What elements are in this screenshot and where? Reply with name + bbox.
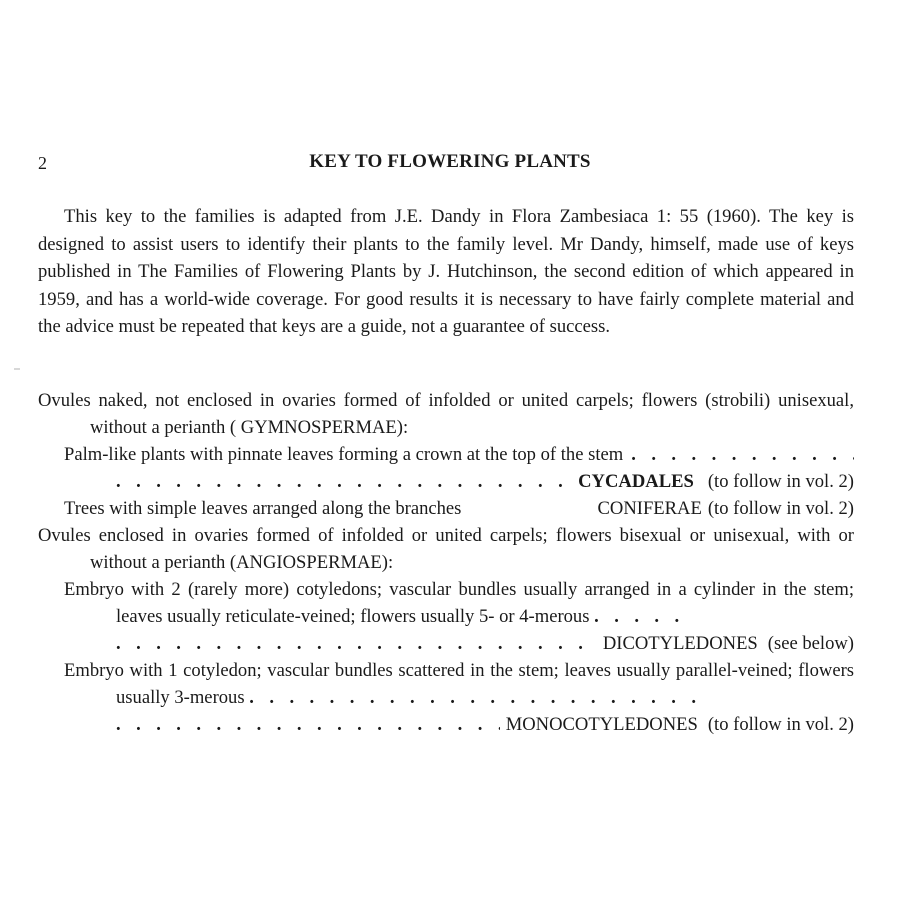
identification-key [38, 387, 854, 738]
key-lead-palm-like [38, 441, 854, 468]
scan-mark [14, 368, 20, 370]
key-lead-text: Trees with simple leaves arranged along the branches [64, 498, 462, 519]
leader-dots [631, 441, 854, 468]
key-result-taxon: CONIFERAE [597, 498, 702, 519]
key-result-taxon: CYCADALES [578, 471, 694, 492]
key-lead-text: Embryo with 1 cotyledon; vascular bundles scattered in the stem; leaves usually parallel-veined; flowers usually 3-merous [64, 660, 854, 708]
key-lead-simple-leaves [38, 495, 854, 522]
key-result-taxon: DICOTYLEDONES [602, 633, 758, 654]
intro-paragraph: This key to the families is adapted from J.E. Dandy in Flora Zambesiaca 1: 55 (1960). The key is designed to assist users to identify their plants to the family level. Mr Dandy, himself, made use of keys published in The Families of Flowering Plants by J. Hutchinson, the second edition of which appeared in 1959, and has a world-wide coverage. For good results it is necessary to have fairly complete material and the advice must be repeated that keys are a guide, not a guarantee of success. [38, 206, 854, 338]
leader-dots [116, 630, 597, 657]
leader-dots: . . . . . [594, 606, 685, 627]
key-result-note: (to follow in vol. 2) [707, 714, 854, 735]
page-number: 2 [38, 153, 47, 173]
page-title: KEY TO FLOWERING PLANTS [309, 151, 591, 172]
key-result-row-dicotyledones [38, 630, 854, 657]
key-result-taxon: MONOCOTYLEDONES [505, 714, 698, 735]
key-lead-monocot [38, 657, 854, 711]
key-lead-text: Embryo with 2 (rarely more) cotyledons; vascular bundles usually arranged in a cylinder in the stem; leaves usually reticulate-veined; flowers usually 5- or 4-merous [64, 579, 854, 627]
key-result-note: (to follow in vol. 2) [707, 498, 854, 519]
key-result-note: (to follow in vol. 2) [707, 471, 854, 492]
leader-dots [116, 711, 500, 738]
leader-dots [116, 468, 572, 495]
key-result-row-cycadales [38, 468, 854, 495]
key-couplet-angiosperms: Ovules enclosed in ovaries formed of infolded or united carpels; flowers bisexual or unisexual, with or without a perianth (ANGIOSPERMAE): [38, 525, 854, 573]
key-lead-text: Palm-like plants with pinnate leaves forming a crown at the top of the stem [64, 444, 624, 465]
leader-dots: . . . . . . . . . . . . . . . . . . . . . . . [249, 687, 702, 708]
key-result-note: (see below) [767, 633, 854, 654]
key-couplet-gymnosperms: Ovules naked, not enclosed in ovaries formed of infolded or united carpels; flowers (strobili) unisexual, without a perianth ( GYMNOSPERMAE): [38, 390, 854, 438]
key-lead-dicot [38, 576, 854, 630]
key-result-row-monocotyledones [38, 711, 854, 738]
